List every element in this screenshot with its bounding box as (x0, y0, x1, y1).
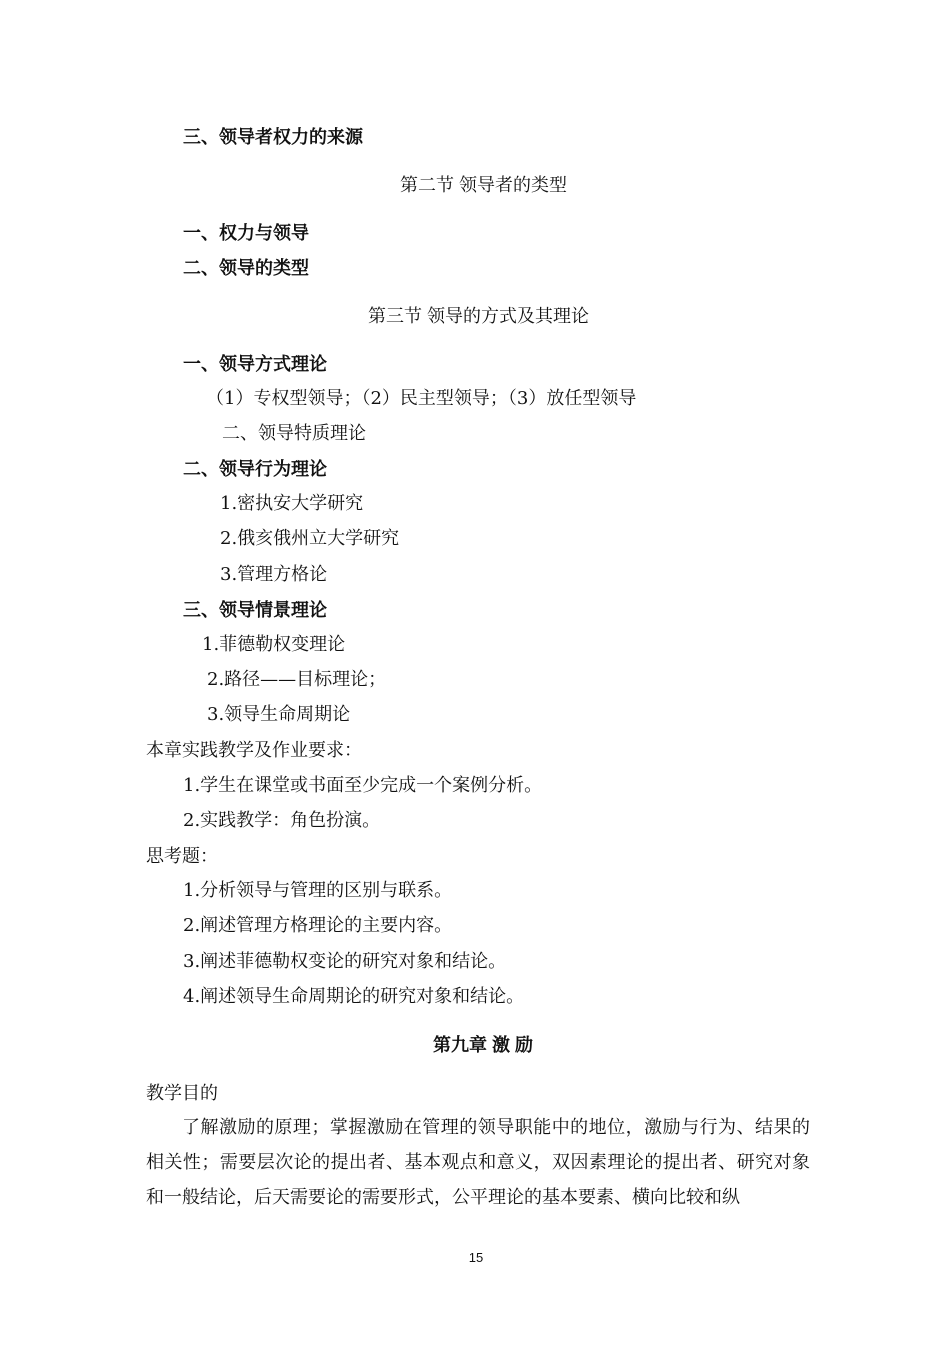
list-item: 1.分析领导与管理的区别与联系。 (183, 880, 453, 901)
list-item: 3.管理方格论 (220, 564, 328, 585)
heading-power-sources: 三、领导者权力的来源 (183, 127, 363, 147)
list-item: 1.菲德勒权变理论 (202, 634, 346, 655)
section-title-3: 第三节 领导的方式及其理论 (368, 306, 589, 326)
heading-teaching-objectives: 教学目的 (146, 1083, 218, 1103)
list-item: 2.实践教学：角色扮演。 (183, 810, 381, 831)
list-item: 2.路径——目标理论； (207, 669, 387, 690)
page-number: 15 (468, 1250, 484, 1265)
objectives-paragraph: 了解激励的原理；掌握激励在管理的领导职能中的地位，激励与行为、结果的相关性；需要层次论的提出者、基本观点和意义，双因素理论的提出者、研究对象和一般结论，后天需要论的需要形式，公平理论的基本要素、横向比较和纵 (146, 1117, 810, 1208)
heading-leadership-types: 二、领导的类型 (183, 258, 309, 278)
chapter-title: 第九章 激 励 (433, 1035, 534, 1055)
heading-situational-theory: 三、领导情景理论 (183, 600, 327, 620)
section-title-2: 第二节 领导者的类型 (400, 175, 568, 195)
heading-behavior-theory: 二、领导行为理论 (183, 459, 327, 479)
list-item: 4.阐述领导生命周期论的研究对象和结论。 (183, 986, 525, 1007)
list-item: 3.领导生命周期论 (207, 704, 351, 725)
list-item: 2.阐述管理方格理论的主要内容。 (183, 915, 453, 936)
list-item: 3.阐述菲德勒权变论的研究对象和结论。 (183, 951, 507, 972)
heading-leadership-style-theory: 一、领导方式理论 (183, 354, 327, 374)
list-item: 2.俄亥俄州立大学研究 (220, 528, 400, 549)
list-leadership-styles: （1）专权型领导；（2）民主型领导；（3）放任型领导 (206, 388, 637, 409)
list-item: 1.学生在课堂或书面至少完成一个案例分析。 (183, 775, 543, 796)
heading-power-and-leadership: 一、权力与领导 (183, 223, 309, 243)
list-item: 1.密执安大学研究 (220, 493, 364, 514)
heading-practice-requirements: 本章实践教学及作业要求： (146, 740, 362, 760)
heading-questions: 思考题： (146, 846, 218, 866)
item-trait-theory: 二、领导特质理论 (222, 423, 366, 444)
